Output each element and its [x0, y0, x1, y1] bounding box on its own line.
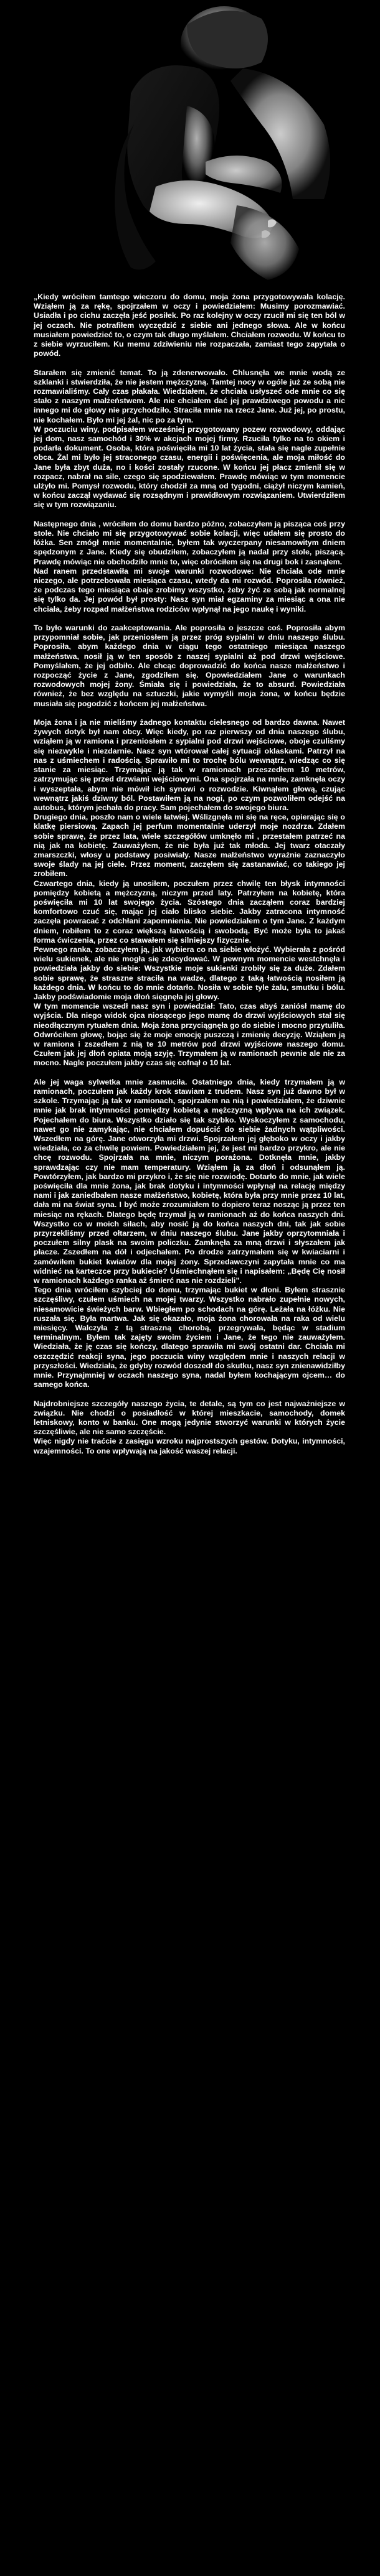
photo-illustration [0, 0, 380, 286]
paragraph-4: To było warunki do zaakceptowania. Ale poprosiła o jeszcze coś. Poprosiła abym przypomniał sobie, jak przeniosłem ją przez próg sypialni w dniu naszego ślubu. Poprosiła, abym każdego dnia w ciągu tego ostatniego miesiąca naszego małżeństwa, nosił ją w ten sposób z naszej sypialni aż pod drzwi wejściowe. Pomyślałem, że jej odbiło. Ale chcąc doprowadzić do końca nasze małżeństwo i rozpocząć życie z Jane, zgodziłem się. Opowiedziałem Jane o warunkach rozwodowych mojej żony. Śmiała się i powiedziała, że to absurd. Powiedziała również, że bez względu na sztuczki, jakie wymyśli moja żona, w końcu będzie musiała się pogodzić z końcem jej małżeństwa. [34, 623, 345, 708]
paragraph-1: „Kiedy wróciłem tamtego wieczoru do domu, moja żona przygotowywała kolację. Wziąłem ją za rękę, spojrzałem w oczy i powiedziałem: Musimy porozmawiać. Usiadła i po cichu zaczęła jeść posiłek. Po raz kolejny w oczy rzucił mi się ten ból w jej oczach. Nie potrafiłem wyczędzić z siebie ani jednego słowa. Ale w końcu musiałem powiedzieć to, o czym tak długo myślałem. Chciałem rozwodu. W końcu to z siebie wyrzuciłem. Ku memu zdziwieniu nie rozpaczała, zamiast tego zapytała o powód. [34, 292, 345, 358]
paragraph-3: Następnego dnia , wróciłem do domu bardzo późno, zobaczyłem ją pisząca coś przy stole. Nie chciało mi się przygotowywać sobie kolacji, więc udałem się prosto do łóżka. Sen zmógł mnie momentalnie, byłem tak wyczerpany niesamowitym dniem spędzonym z Jane. Kiedy się obudziłem, zobaczyłem ją nadal przy stole, piszącą. Prawdę mówiąc nie obchodziło mnie to, więc obróciłem się na drugi bok i zasnąłem. Nad ranem przedstawiła mi swoje warunki rozwodowe: Nie chciała ode mnie niczego, ale potrzebowała miesiąca czasu, wtedy da mi rozwód. Poprosiła również, że podczas tego miesiąca obaje zrobimy wszystko, żeby żyć ze sobą jak normalnej się tylko da. Jej powód był prosty: Nasz syn miał egzaminy za miesiąc a ona nie chciała, żeby rozpad małżeństwa rodziców wpłynął na jego naukę i wyniki. [34, 519, 345, 614]
paragraph-7: Najdrobniejsze szczegóły naszego życia, te detale, są tym co jest najważniejsze w związku. Nie chodzi o posiadłość w której mieszkacie, samochody, domek letniskowy, konto w banku. One mogą jedynie stworzyć warunki w których życie szczęśliwie, ale nie samo szczęście. Więc nigdy nie traćcie z zasięgu wzroku najprostszych gestów. Dotyku, intymności, wzajemności. To one wpływają na jakość waszej relacji. [34, 1399, 345, 1455]
couple-embrace-photo [0, 0, 380, 286]
paragraph-2: Starałem się zmienić temat. To ją zdenerwowało. Chlusnęła we mnie wodą ze szklanki i stwierdziła, że nie jestem mężczyzną. Tamtej nocy w ogóle już ze sobą nie rozmawialiśmy. Cały czas płakała. Wiedziałem, że chciała usłyszeć ode mnie co się stało z naszym małżeństwem. Ale nie chciałem dać jej prawdziwego powodu a nic innego mi do głowy nie przychodziło. Straciła mnie na rzecz Jane. Już jej, po prostu, nie kochałem. Było mi jej żal, nic po za tym. W poczuciu winy, podpisałem wcześniej przygotowany pozew rozwodowy, oddając jej dom, nasz samochód i 30% w akcjach mojej firmy. Rzuciła tylko na to okiem i podarła dokument. Osoba, która poświęciła mi 10 lat życia, stała się nagle zupełnie obca. Żal mi było jej straconego czasu, energii i poświęcenia, ale moja miłość do Jane była zbyt duża, no i kości zostały rzucone. W końcu jej płacz zmienił się w rozpacz, nabrał na sile, czego się spodziewałem. Prawdę mówiąc w tym momencie ulżyło mi. Pomysł rozwodu, który chodził za mną od tygodni, ciążył niczym kamień, w końcu zaczął wydawać się rozsądnym i prawidłowym rozwiązaniem. Utwierdziłem się w tym rozwiązaniu. [34, 368, 345, 510]
article-text [34, 292, 345, 1465]
paragraph-6: Ale jej waga sylwetka mnie zasmuciła. Ostatniego dnia, kiedy trzymałem ją w ramionach, poczułem jak każdy krok stawiam z trudem. Nasz syn już dawno był w szkole. Trzymając ją tak w ramionach, spojrzałem na nią i powiedziałem, że dziwnie mnie jak brak intymności pomiędzy kobietą a mężczyzną wpływa na ich związek. Pojechałem do biura. Wszystko działo się tak szybko. Wyskoczyłem z samochodu, nawet go nie zamykając, nie chciałem dopuścić do siebie żadnych wątpliwości. Wszedłem na górę. Jane otworzyła mi drzwi. Spojrzałem jej głęboko w oczy i jakby wiedziała, co za chwilę powiem. Powiedziałem jej, że jest mi bardzo przykro, ale nie chcę rozwodu. Spojrzała na mnie, niczym porażona. Dotknęła mnie, jakby sprawdzając czy nie mam temperatury. Wziąłem ją za dłoń i odsunąłem ją. Powtórzyłem, jak bardzo mi przykro i, że się nie rozwiodę. Dotarło do mnie, jak wiele poświęciła dla mnie żona, jak brak dotyku i intymności wpłynął na relację między nami i jak zaniedbałem nasze małżeństwo, kobietę, która była przy mnie przez 10 lat, dała mi na świat syna. I być może zrozumiałem to dopiero teraz nosząc ją przez ten miesiąc na rękach. Dlatego będę trzymał ją w ramionach aż do końca naszych dni. Wszystko co w moich siłach, aby nosić ją do końca naszych dni, tak jak sobie przyrzekliśmy przed ołtarzem, w dniu naszego ślubu. Jane jakby oprzytomniała i poczułem silny plask na swoim policzku. Zamknęła za mną drzwi i słyszałem jak płacze. Zszedłem na dół i odjechałem. Po drodze zatrzymałem się w kwiaciarni i zamówiłem bukiet kwiatów dla mojej żony. Sprzedawczyni zapytała mnie co ma widnieć na karteczce przy bukiecie? Uśmiechnąłem się i napisałem: „Będę Cię nosił w ramionach każdego ranka aż śmierć nas nie rozdzieli”. Tego dnia wróciłem szybciej do domu, trzymając bukiet w dłoni. Byłem strasznie szczęśliwy, czułem uśmiech na mojej twarzy. Wszystko nabrało zupełnie nowych, niesamowicie świeżych barw. Wbiegłem po schodach na górę. Leżała na łóżku. Nie ruszała się. Była martwa. Jak się okazało, moja żona chorowała na raka od wielu miesięcy. Walczyła z tą straszną chorobą, przegrywała, będąc w stadium terminalnym. Byłem tak zajęty swoim życiem i Jane, że tego nie zauważyłem. Wiedziała, że ję czas się kończy, dlatego sprawiła mi swój ostatni dar. Chciała mi oszczędzić reakcji syna, jego poczucia winy względem mnie i naszych relacji w przyszłości. Wiedziała, że gdyby rozwód doszedł do skutku, nasz syn znienawidziłby mnie. Przynajmniej w oczach naszego syna, nadal byłem kochającym ojcem… do samego końca. [34, 1077, 345, 1389]
paragraph-5: Moja żona i ja nie mieliśmy żadnego kontaktu cielesnego od bardzo dawna. Nawet żywych dotyk był nam obcy. Więc kiedy, po raz pierwszy od dnia naszego ślubu, wziąłem ją w ramiona i przeniosłem z sypialni pod drzwi wejściowe, oboje czuliśmy się niezwykle i niezdarnie. Nasz syn wtórował całej sytuacji oklaskami. Patrzył na nas z uśmiechem i radością. Sprawiło mi to trochę bólu wewnątrz, wiedząc co się stanie za miesiąc. Trzymając ją tak w ramionach przeszedłem 10 metrów, zatrzymując się przed drzwiami wejściowymi. Ona spojrzała na mnie, zamknęła oczy i wyszeptała, abym nie mówił ich synowi o rozwodzie. Kiwnąłem głową, czując wewnątrz jakiś dziwny ból. Postawiłem ją na nogi, po czym pozwoliłem odejść na autobus, którym jechała do pracy. Sam pojechałem do swojego biura. Drugiego dnia, poszło nam o wiele łatwiej. Wślizgnęła mi się na ręce, opierając się o klatkę piersiową. Zapach jej perfum momentalnie uderzył moje nozdrza. Zdałem sobie sprawę, że przez lata, wiele szczegółów umknęło mi , przestałem patrzeć na nią jak na kobietę. Zauważyłem, że nie była już tak młoda. Jej twarz otaczały zmarszczki, włosy u podstawy posiwiały. Nasze małżeństwo wyraźnie zaznaczyło swoje ślady na jej ciele. Przez moment, zaczęłem się zastanawiać, co takiego jej zrobiłem. Czwartego dnia, kiedy ją unosiłem, poczułem przez chwilę ten błysk intymności pomiędzy kobietą a mężczyzną, niczym przed laty. Patrzyłem na kobietę, która poświęciła mi 10 lat swojego życia. Szóstego dnia zacząłem coraz bardziej komfortowo czuć się, mając jej ciało blisko siebie. Jakby zatracona intymność zaczęła powracać z odchłani zapomnienia. Nie powiedziałem o tym Jane. Z każdym dniem, robiłem to z coraz większą łatwością i swobodą. Być może była to jakaś forma ćwiczenia, przez co stawałem się silniejszy fizycznie. Pewnego ranka, zobaczyłem ją, jak wybiera co na siebie włożyć. Wybierała z pośród wielu sukienek, ale nie mogła się zdecydować. W pewnym momencie westchnęła i powiedziała jakby do siebie: Wszystkie moje sukienki zrobiły się za duże. Zdałem sobie sprawę, że straszne straciła na wadze, dlatego z taką łatwością nosiłem ją każdego dnia. W końcu to do mnie dotarło. Nosiła w sobie tyle żalu, smutku i bólu. Jakby podświadomie moja dłoń sięgnęła jej głowy. W tym momencie wszedł nasz syn i powiedział: Tato, czas abyś zaniósł mamę do wyjścia. Dla niego widok ojca niosącego jego mamę do drzwi wyjściowych stał się nieodłącznym rytuałem dnia. Moja żona przyciągnęła go do siebie i mocno przytuliła. Odwróciłem głowę, bojąc się że moje emocję puszczą i zmienię decyzję. Wziąłem ją w ramiona i zszedłem z nią te 10 metrów pod drzwi wyjściowe naszego domu. Czułem jak jej dłoń opiata moją szyję. Trzymałem ją w ramionach pewnie ale nie za mocno. Nagle poczułem jakby czas się cofnął o 10 lat. [34, 718, 345, 1068]
